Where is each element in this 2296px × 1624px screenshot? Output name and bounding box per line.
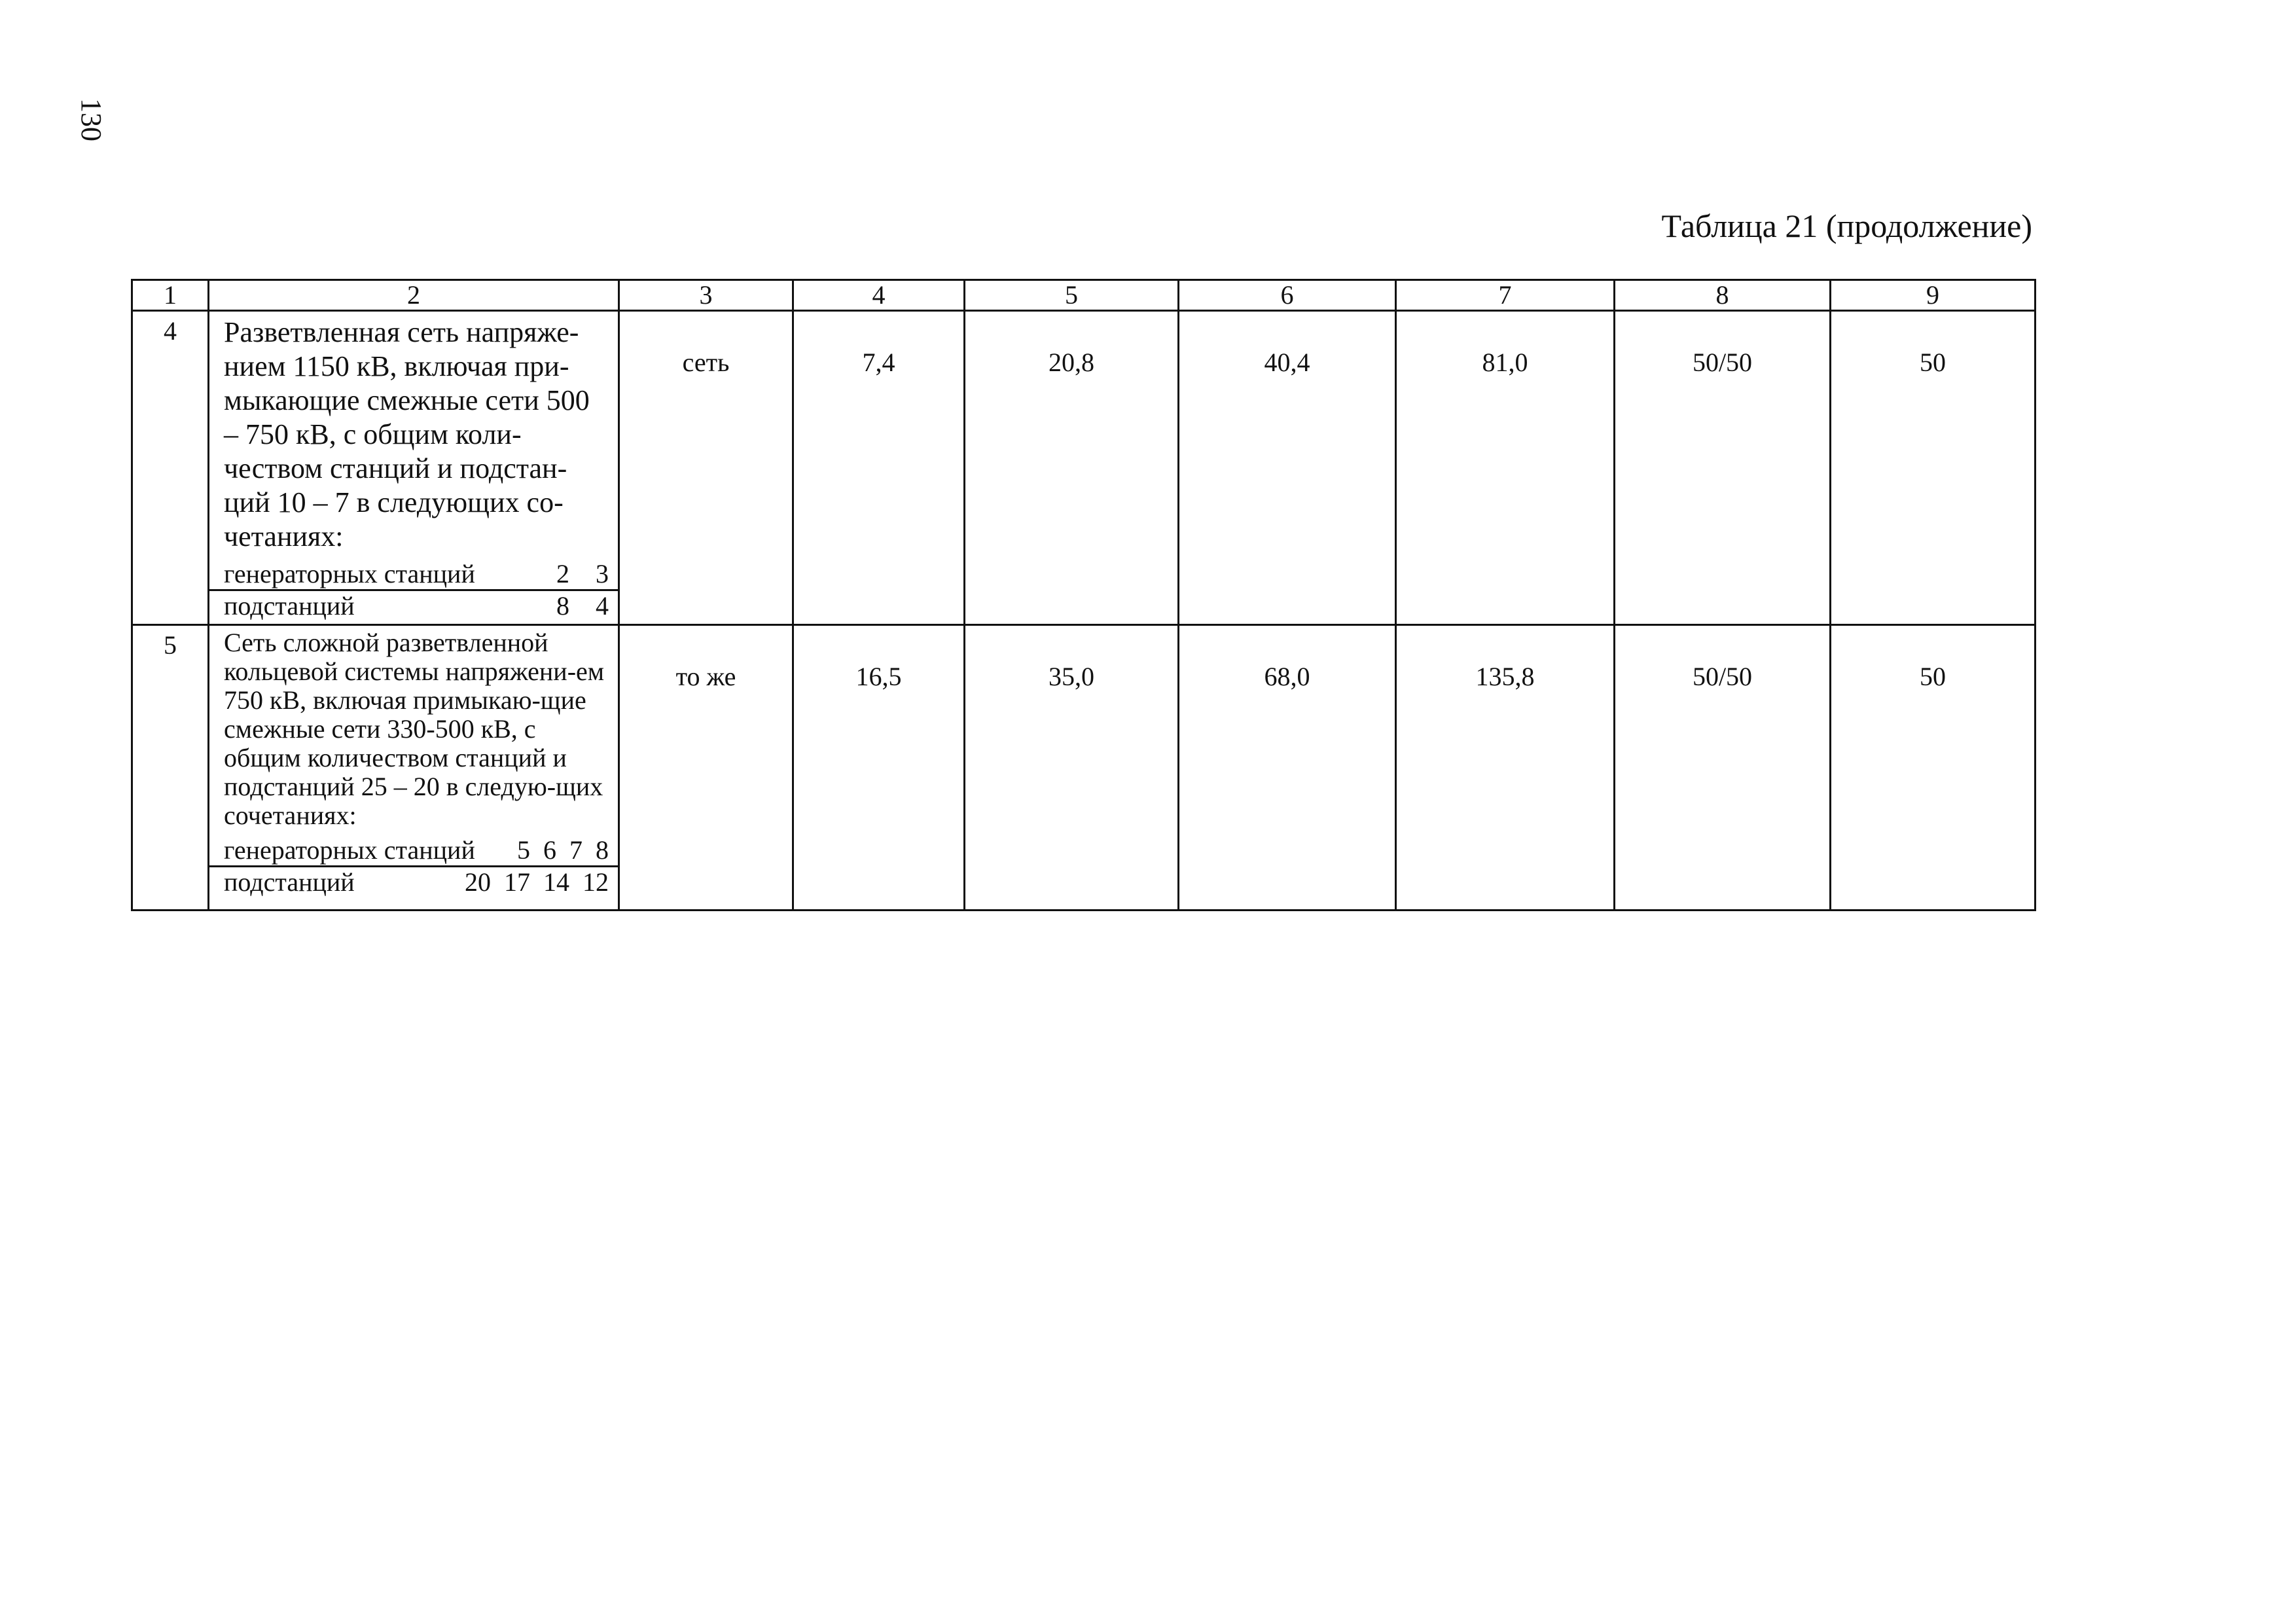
cell-col4: 7,4: [793, 311, 965, 625]
combo-label: подстанций: [224, 867, 355, 897]
table-row: [132, 625, 2036, 911]
cell-col8: 50/50: [1615, 311, 1831, 625]
cell-col3: сеть: [619, 311, 793, 625]
combo-label: подстанций: [224, 591, 355, 621]
data-table: [131, 279, 2036, 911]
combo-value: 7: [569, 835, 583, 865]
header-cell: 7: [1396, 280, 1615, 311]
cell-col9: 50: [1831, 625, 2036, 911]
row-description: Разветвленная сеть напряже-нием 1150 кВ, включая при-мыкающие смежные сети 500 – 750 кВ, с общим коли-чеством станций и подстан-ций 10 – 7 в следующих со-четаниях:: [224, 316, 590, 552]
combo-value: 12: [583, 867, 609, 897]
combo-value: 8: [556, 591, 569, 621]
page-number: 130: [75, 98, 107, 141]
cell-col5: 20,8: [965, 311, 1179, 625]
cell-col8: 50/50: [1615, 625, 1831, 911]
combo-value: 14: [543, 867, 569, 897]
cell-col5: 35,0: [965, 625, 1179, 911]
header-cell: 9: [1831, 280, 2036, 311]
combo-substations: [209, 589, 618, 621]
row-number: 5: [132, 625, 209, 911]
header-cell: 1: [132, 280, 209, 311]
cell-col4: 16,5: [793, 625, 965, 911]
combo-label: генераторных станций: [224, 835, 475, 865]
cell-col6: 68,0: [1179, 625, 1396, 911]
header-cell: 2: [209, 280, 619, 311]
combo-value: 8: [596, 835, 609, 865]
combo-value: 3: [596, 559, 609, 588]
combo-label: генераторных станций: [224, 559, 475, 588]
header-cell: 6: [1179, 280, 1396, 311]
combo-generators: [209, 559, 618, 589]
combo-substations: [209, 865, 618, 897]
header-row: [132, 280, 2036, 311]
row-description-cell: [209, 625, 619, 911]
cell-col3: то же: [619, 625, 793, 911]
header-cell: 5: [965, 280, 1179, 311]
row-description-cell: [209, 311, 619, 625]
row-number: 4: [132, 311, 209, 625]
header-cell: 8: [1615, 280, 1831, 311]
table-row: [132, 311, 2036, 625]
header-cell: 3: [619, 280, 793, 311]
combo-value: 2: [556, 559, 569, 588]
cell-col9: 50: [1831, 311, 2036, 625]
combo-value: 5: [517, 835, 530, 865]
combo-generators: [209, 835, 618, 865]
cell-col7: 135,8: [1396, 625, 1615, 911]
row-description: Сеть сложной разветвленной кольцевой системы напряжени-ем 750 кВ, включая примыкаю-щие смежные сети 330-500 кВ, с общим количеством станций и подстанций 25 – 20 в следую-щих сочетаниях:: [224, 628, 605, 830]
table-caption: Таблица 21 (продолжение): [1661, 208, 2032, 244]
combo-value: 17: [504, 867, 530, 897]
combo-value: 6: [543, 835, 556, 865]
cell-col6: 40,4: [1179, 311, 1396, 625]
combo-value: 4: [596, 591, 609, 621]
combo-value: 20: [465, 867, 491, 897]
header-cell: 4: [793, 280, 965, 311]
cell-col7: 81,0: [1396, 311, 1615, 625]
